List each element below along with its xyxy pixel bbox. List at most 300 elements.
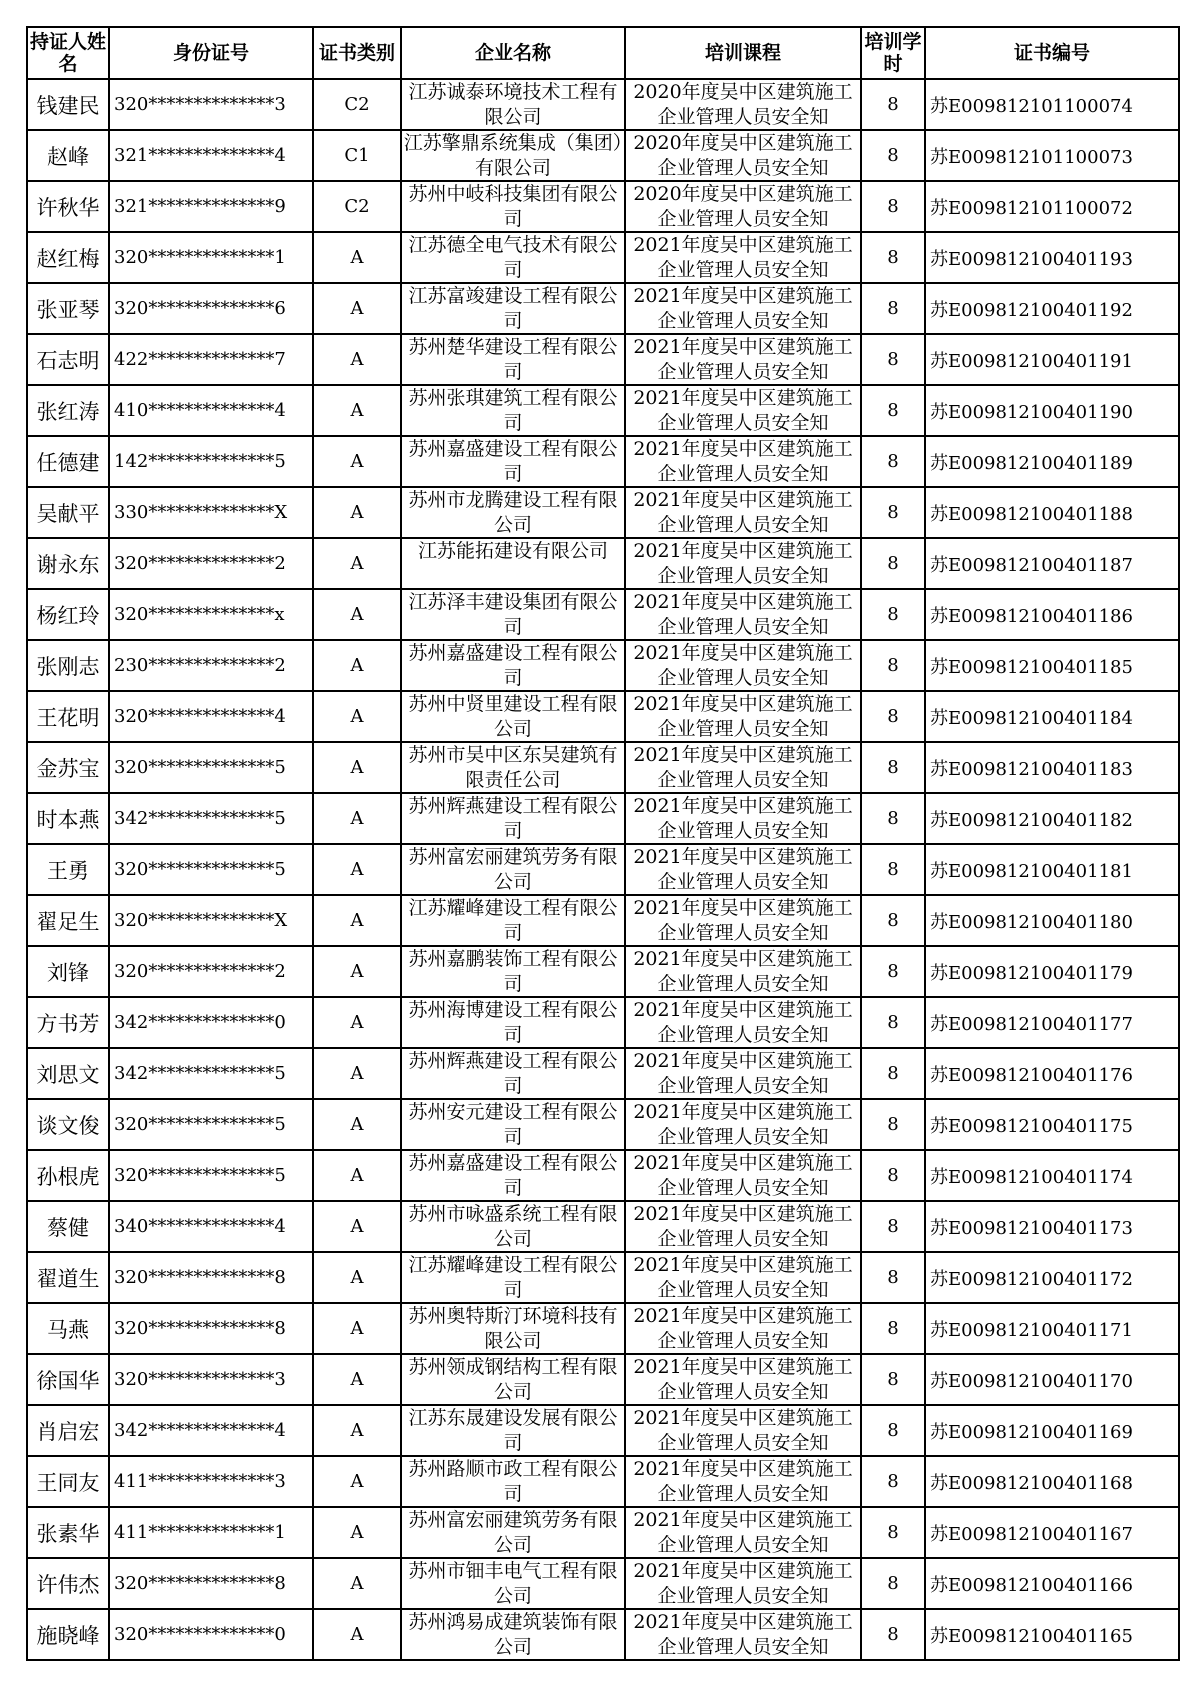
id-number: 342**************5 [109, 1048, 313, 1099]
cert-class: A [313, 640, 401, 691]
table-row [27, 538, 1179, 589]
company-name [401, 436, 625, 487]
holder-name: 徐国华 [27, 1354, 109, 1405]
cert-number: 苏E009812100401187 [925, 538, 1179, 589]
course-name [625, 1405, 861, 1456]
cert-class: A [313, 283, 401, 334]
company-name-text: 苏州辉燕建设工程有限公司 [408, 1050, 618, 1097]
course-name-text: 2021年度吴中区建筑施工企业管理人员安全知 [633, 693, 853, 740]
id-number: 342**************5 [109, 793, 313, 844]
course-name [625, 181, 861, 232]
holder-name: 张亚琴 [27, 283, 109, 334]
course-name [625, 946, 861, 997]
company-name [401, 589, 625, 640]
holder-name: 王花明 [27, 691, 109, 742]
cert-number: 苏E009812100401173 [925, 1201, 1179, 1252]
table-row [27, 946, 1179, 997]
cert-class: A [313, 1609, 401, 1660]
cert-class: A [313, 793, 401, 844]
cert-number: 苏E009812100401168 [925, 1456, 1179, 1507]
company-name-text: 苏州张琪建筑工程有限公司 [408, 387, 618, 434]
id-number: 230**************2 [109, 640, 313, 691]
id-number: 411**************1 [109, 1507, 313, 1558]
id-number: 320**************3 [109, 1354, 313, 1405]
id-number: 320**************5 [109, 1150, 313, 1201]
holder-name: 谈文俊 [27, 1099, 109, 1150]
id-number: 340**************4 [109, 1201, 313, 1252]
cert-class: A [313, 844, 401, 895]
course-name-text: 2021年度吴中区建筑施工企业管理人员安全知 [633, 948, 853, 995]
company-name [401, 1303, 625, 1354]
company-name-text: 苏州楚华建设工程有限公司 [408, 336, 618, 383]
table-row [27, 1456, 1179, 1507]
holder-name: 许伟杰 [27, 1558, 109, 1609]
cert-number: 苏E009812101100073 [925, 130, 1179, 181]
table-row [27, 1099, 1179, 1150]
holder-name: 王勇 [27, 844, 109, 895]
training-hours: 8 [861, 538, 925, 589]
company-name-text: 江苏耀峰建设工程有限公司 [408, 1254, 618, 1301]
company-name-text: 江苏诚泰环境技术工程有限公司 [408, 81, 618, 128]
cert-number: 苏E009812100401180 [925, 895, 1179, 946]
training-hours: 8 [861, 283, 925, 334]
course-name-text: 2021年度吴中区建筑施工企业管理人员安全知 [633, 1458, 853, 1505]
cert-number: 苏E009812100401170 [925, 1354, 1179, 1405]
company-name [401, 1405, 625, 1456]
table-row [27, 742, 1179, 793]
cert-class: A [313, 1252, 401, 1303]
company-name [401, 1354, 625, 1405]
training-hours: 8 [861, 385, 925, 436]
course-name [625, 589, 861, 640]
course-name [625, 487, 861, 538]
holder-name: 王同友 [27, 1456, 109, 1507]
holder-name: 张红涛 [27, 385, 109, 436]
cert-number: 苏E009812100401185 [925, 640, 1179, 691]
holder-name: 赵峰 [27, 130, 109, 181]
course-name [625, 538, 861, 589]
course-name-text: 2021年度吴中区建筑施工企业管理人员安全知 [633, 1050, 853, 1097]
header-cert-class: 证书类别 [313, 27, 401, 79]
table-row [27, 1048, 1179, 1099]
cert-number: 苏E009812101100072 [925, 181, 1179, 232]
id-number: 320**************6 [109, 283, 313, 334]
course-name [625, 1099, 861, 1150]
table-row [27, 232, 1179, 283]
training-hours: 8 [861, 589, 925, 640]
course-name-text: 2021年度吴中区建筑施工企业管理人员安全知 [633, 438, 853, 485]
training-hours: 8 [861, 1048, 925, 1099]
holder-name: 许秋华 [27, 181, 109, 232]
id-number: 320**************5 [109, 844, 313, 895]
cert-class: A [313, 1303, 401, 1354]
holder-name: 肖启宏 [27, 1405, 109, 1456]
company-name [401, 334, 625, 385]
company-name [401, 181, 625, 232]
cert-number: 苏E009812100401167 [925, 1507, 1179, 1558]
cert-class: C2 [313, 181, 401, 232]
table-row [27, 130, 1179, 181]
table-row [27, 487, 1179, 538]
company-name-text: 江苏富竣建设工程有限公司 [408, 285, 618, 332]
company-name [401, 997, 625, 1048]
cert-number: 苏E009812100401184 [925, 691, 1179, 742]
cert-number: 苏E009812100401166 [925, 1558, 1179, 1609]
company-name-text: 苏州中贤里建设工程有限公司 [408, 693, 618, 740]
training-hours: 8 [861, 436, 925, 487]
cert-number: 苏E009812100401193 [925, 232, 1179, 283]
company-name-text: 苏州安元建设工程有限公司 [408, 1101, 618, 1148]
company-name [401, 895, 625, 946]
holder-name: 谢永东 [27, 538, 109, 589]
company-name [401, 283, 625, 334]
id-number: 320**************8 [109, 1303, 313, 1354]
table-row [27, 895, 1179, 946]
header-holder-name: 持证人姓名 [27, 27, 109, 79]
course-name-text: 2021年度吴中区建筑施工企业管理人员安全知 [633, 234, 853, 281]
company-name [401, 1048, 625, 1099]
company-name-text: 苏州市吴中区东吴建筑有限责任公司 [408, 744, 618, 791]
cert-class: A [313, 1456, 401, 1507]
holder-name: 张刚志 [27, 640, 109, 691]
course-name [625, 1201, 861, 1252]
training-hours: 8 [861, 742, 925, 793]
table-row [27, 436, 1179, 487]
course-name-text: 2021年度吴中区建筑施工企业管理人员安全知 [633, 1560, 853, 1607]
id-number: 321**************4 [109, 130, 313, 181]
company-name-text: 江苏耀峰建设工程有限公司 [408, 897, 618, 944]
company-name-text: 苏州嘉鹏装饰工程有限公司 [408, 948, 618, 995]
company-name-text: 苏州中岐科技集团有限公司 [408, 183, 618, 230]
course-name-text: 2021年度吴中区建筑施工企业管理人员安全知 [633, 1611, 853, 1658]
table-row [27, 1609, 1179, 1660]
company-name [401, 385, 625, 436]
course-name [625, 640, 861, 691]
company-name [401, 1150, 625, 1201]
cert-class: A [313, 1405, 401, 1456]
holder-name: 刘思文 [27, 1048, 109, 1099]
company-name [401, 1252, 625, 1303]
header-company: 企业名称 [401, 27, 625, 79]
course-name-text: 2021年度吴中区建筑施工企业管理人员安全知 [633, 336, 853, 383]
training-hours: 8 [861, 334, 925, 385]
certificate-table [26, 26, 1180, 1661]
course-name-text: 2020年度吴中区建筑施工企业管理人员安全知 [633, 183, 853, 230]
cert-number: 苏E009812100401183 [925, 742, 1179, 793]
table-row [27, 997, 1179, 1048]
cert-number: 苏E009812100401171 [925, 1303, 1179, 1354]
course-name-text: 2021年度吴中区建筑施工企业管理人员安全知 [633, 387, 853, 434]
id-number: 342**************0 [109, 997, 313, 1048]
course-name-text: 2021年度吴中区建筑施工企业管理人员安全知 [633, 642, 853, 689]
holder-name: 杨红玲 [27, 589, 109, 640]
cert-class: A [313, 334, 401, 385]
cert-number: 苏E009812100401189 [925, 436, 1179, 487]
company-name [401, 691, 625, 742]
id-number: 330**************X [109, 487, 313, 538]
certificate-table-container [26, 26, 1178, 1661]
training-hours: 8 [861, 1507, 925, 1558]
company-name-text: 江苏德全电气技术有限公司 [408, 234, 618, 281]
cert-number: 苏E009812100401188 [925, 487, 1179, 538]
cert-number: 苏E009812100401190 [925, 385, 1179, 436]
course-name-text: 2021年度吴中区建筑施工企业管理人员安全知 [633, 1254, 853, 1301]
course-name [625, 1507, 861, 1558]
cert-class: A [313, 589, 401, 640]
cert-class: A [313, 232, 401, 283]
cert-class: A [313, 1150, 401, 1201]
company-name-text: 苏州市龙腾建设工程有限公司 [408, 489, 618, 536]
holder-name: 吴献平 [27, 487, 109, 538]
training-hours: 8 [861, 1303, 925, 1354]
training-hours: 8 [861, 997, 925, 1048]
company-name [401, 79, 625, 130]
cert-number: 苏E009812100401174 [925, 1150, 1179, 1201]
course-name [625, 1048, 861, 1099]
course-name-text: 2021年度吴中区建筑施工企业管理人员安全知 [633, 1203, 853, 1250]
table-row [27, 589, 1179, 640]
course-name [625, 1609, 861, 1660]
course-name-text: 2021年度吴中区建筑施工企业管理人员安全知 [633, 999, 853, 1046]
company-name [401, 793, 625, 844]
cert-class: A [313, 946, 401, 997]
company-name [401, 946, 625, 997]
cert-class: A [313, 895, 401, 946]
id-number: 320**************5 [109, 1099, 313, 1150]
holder-name: 任德建 [27, 436, 109, 487]
company-name [401, 130, 625, 181]
cert-class: A [313, 742, 401, 793]
course-name-text: 2021年度吴中区建筑施工企业管理人员安全知 [633, 1305, 853, 1352]
course-name-text: 2021年度吴中区建筑施工企业管理人员安全知 [633, 744, 853, 791]
holder-name: 钱建民 [27, 79, 109, 130]
table-row [27, 334, 1179, 385]
table-row [27, 844, 1179, 895]
id-number: 422**************7 [109, 334, 313, 385]
training-hours: 8 [861, 691, 925, 742]
training-hours: 8 [861, 1456, 925, 1507]
training-hours: 8 [861, 1558, 925, 1609]
cert-class: A [313, 487, 401, 538]
company-name-text: 苏州奥特斯汀环境科技有限公司 [408, 1305, 618, 1352]
course-name [625, 1456, 861, 1507]
company-name-text: 苏州辉燕建设工程有限公司 [408, 795, 618, 842]
table-row [27, 691, 1179, 742]
course-name-text: 2021年度吴中区建筑施工企业管理人员安全知 [633, 795, 853, 842]
training-hours: 8 [861, 1609, 925, 1660]
course-name [625, 1558, 861, 1609]
course-name [625, 691, 861, 742]
training-hours: 8 [861, 946, 925, 997]
cert-class: A [313, 1558, 401, 1609]
company-name [401, 1099, 625, 1150]
id-number: 342**************4 [109, 1405, 313, 1456]
cert-number: 苏E009812100401192 [925, 283, 1179, 334]
course-name-text: 2021年度吴中区建筑施工企业管理人员安全知 [633, 1152, 853, 1199]
holder-name: 施晓峰 [27, 1609, 109, 1660]
cert-number: 苏E009812100401179 [925, 946, 1179, 997]
course-name [625, 844, 861, 895]
company-name [401, 487, 625, 538]
company-name [401, 1609, 625, 1660]
cert-number: 苏E009812100401176 [925, 1048, 1179, 1099]
course-name [625, 997, 861, 1048]
course-name [625, 1354, 861, 1405]
company-name [401, 538, 625, 589]
cert-class: C2 [313, 79, 401, 130]
training-hours: 8 [861, 487, 925, 538]
id-number: 320**************3 [109, 79, 313, 130]
table-row [27, 1507, 1179, 1558]
id-number: 320**************5 [109, 742, 313, 793]
company-name-text: 江苏擎鼎系统集成（集团）有限公司 [403, 132, 623, 179]
holder-name: 刘锋 [27, 946, 109, 997]
company-name-text: 苏州嘉盛建设工程有限公司 [408, 642, 618, 689]
training-hours: 8 [861, 1150, 925, 1201]
id-number: 320**************1 [109, 232, 313, 283]
training-hours: 8 [861, 640, 925, 691]
company-name [401, 640, 625, 691]
cert-number: 苏E009812100401186 [925, 589, 1179, 640]
cert-number: 苏E009812100401172 [925, 1252, 1179, 1303]
cert-class: A [313, 1099, 401, 1150]
table-row [27, 1405, 1179, 1456]
cert-number: 苏E009812101100074 [925, 79, 1179, 130]
course-name [625, 283, 861, 334]
id-number: 142**************5 [109, 436, 313, 487]
holder-name: 马燕 [27, 1303, 109, 1354]
company-name [401, 844, 625, 895]
course-name [625, 742, 861, 793]
course-name-text: 2020年度吴中区建筑施工企业管理人员安全知 [633, 132, 853, 179]
course-name [625, 1303, 861, 1354]
id-number: 320**************4 [109, 691, 313, 742]
header-id-number: 身份证号 [109, 27, 313, 79]
course-name-text: 2021年度吴中区建筑施工企业管理人员安全知 [633, 1356, 853, 1403]
cert-class: A [313, 538, 401, 589]
company-name-text: 苏州路顺市政工程有限公司 [408, 1458, 618, 1505]
id-number: 321**************9 [109, 181, 313, 232]
cert-class: A [313, 691, 401, 742]
table-row [27, 793, 1179, 844]
cert-number: 苏E009812100401182 [925, 793, 1179, 844]
company-name-text: 苏州嘉盛建设工程有限公司 [408, 438, 618, 485]
cert-class: A [313, 997, 401, 1048]
company-name [401, 232, 625, 283]
company-name-text: 苏州市咏盛系统工程有限公司 [408, 1203, 618, 1250]
header-course: 培训课程 [625, 27, 861, 79]
table-row [27, 640, 1179, 691]
course-name-text: 2021年度吴中区建筑施工企业管理人员安全知 [633, 1101, 853, 1148]
cert-class: A [313, 1354, 401, 1405]
company-name-text: 江苏东晟建设发展有限公司 [408, 1407, 618, 1454]
course-name-text: 2020年度吴中区建筑施工企业管理人员安全知 [633, 81, 853, 128]
course-name [625, 436, 861, 487]
course-name [625, 793, 861, 844]
holder-name: 时本燕 [27, 793, 109, 844]
course-name [625, 385, 861, 436]
training-hours: 8 [861, 232, 925, 283]
company-name [401, 1201, 625, 1252]
holder-name: 方书芳 [27, 997, 109, 1048]
course-name-text: 2021年度吴中区建筑施工企业管理人员安全知 [633, 897, 853, 944]
table-row [27, 79, 1179, 130]
course-name [625, 232, 861, 283]
course-name-text: 2021年度吴中区建筑施工企业管理人员安全知 [633, 846, 853, 893]
holder-name: 石志明 [27, 334, 109, 385]
cert-class: A [313, 436, 401, 487]
company-name [401, 742, 625, 793]
cert-class: A [313, 385, 401, 436]
table-row [27, 1252, 1179, 1303]
company-name-text: 苏州海博建设工程有限公司 [408, 999, 618, 1046]
holder-name: 赵红梅 [27, 232, 109, 283]
id-number: 320**************8 [109, 1252, 313, 1303]
company-name-text: 苏州富宏丽建筑劳务有限公司 [408, 846, 618, 893]
holder-name: 金苏宝 [27, 742, 109, 793]
cert-class: A [313, 1201, 401, 1252]
id-number: 320**************2 [109, 538, 313, 589]
cert-class: A [313, 1048, 401, 1099]
cert-number: 苏E009812100401175 [925, 1099, 1179, 1150]
cert-class: C1 [313, 130, 401, 181]
table-body [27, 79, 1179, 1660]
holder-name: 翟道生 [27, 1252, 109, 1303]
holder-name: 蔡健 [27, 1201, 109, 1252]
company-name-text: 苏州领成钢结构工程有限公司 [408, 1356, 618, 1403]
cert-number: 苏E009812100401181 [925, 844, 1179, 895]
table-row [27, 1303, 1179, 1354]
table-row [27, 1354, 1179, 1405]
cert-number: 苏E009812100401177 [925, 997, 1179, 1048]
company-name-text: 苏州市钿丰电气工程有限公司 [408, 1560, 618, 1607]
course-name [625, 1150, 861, 1201]
company-name-text: 江苏泽丰建设集团有限公司 [408, 591, 618, 638]
training-hours: 8 [861, 1354, 925, 1405]
company-name-text: 苏州富宏丽建筑劳务有限公司 [408, 1509, 618, 1556]
training-hours: 8 [861, 1405, 925, 1456]
id-number: 410**************4 [109, 385, 313, 436]
training-hours: 8 [861, 793, 925, 844]
id-number: 411**************3 [109, 1456, 313, 1507]
holder-name: 张素华 [27, 1507, 109, 1558]
training-hours: 8 [861, 844, 925, 895]
header-row [27, 27, 1179, 79]
course-name-text: 2021年度吴中区建筑施工企业管理人员安全知 [633, 285, 853, 332]
header-cert-number: 证书编号 [925, 27, 1179, 79]
table-row [27, 181, 1179, 232]
id-number: 320**************x [109, 589, 313, 640]
course-name-text: 2021年度吴中区建筑施工企业管理人员安全知 [633, 1407, 853, 1454]
course-name [625, 130, 861, 181]
cert-class: A [313, 1507, 401, 1558]
training-hours: 8 [861, 79, 925, 130]
training-hours: 8 [861, 1099, 925, 1150]
course-name [625, 79, 861, 130]
table-row [27, 283, 1179, 334]
cert-number: 苏E009812100401169 [925, 1405, 1179, 1456]
table-row [27, 385, 1179, 436]
table-row [27, 1201, 1179, 1252]
training-hours: 8 [861, 181, 925, 232]
table-row [27, 1150, 1179, 1201]
course-name [625, 895, 861, 946]
training-hours: 8 [861, 130, 925, 181]
company-name [401, 1558, 625, 1609]
company-name-text: 苏州鸿易成建筑装饰有限公司 [408, 1611, 618, 1658]
course-name-text: 2021年度吴中区建筑施工企业管理人员安全知 [633, 1509, 853, 1556]
holder-name: 孙根虎 [27, 1150, 109, 1201]
